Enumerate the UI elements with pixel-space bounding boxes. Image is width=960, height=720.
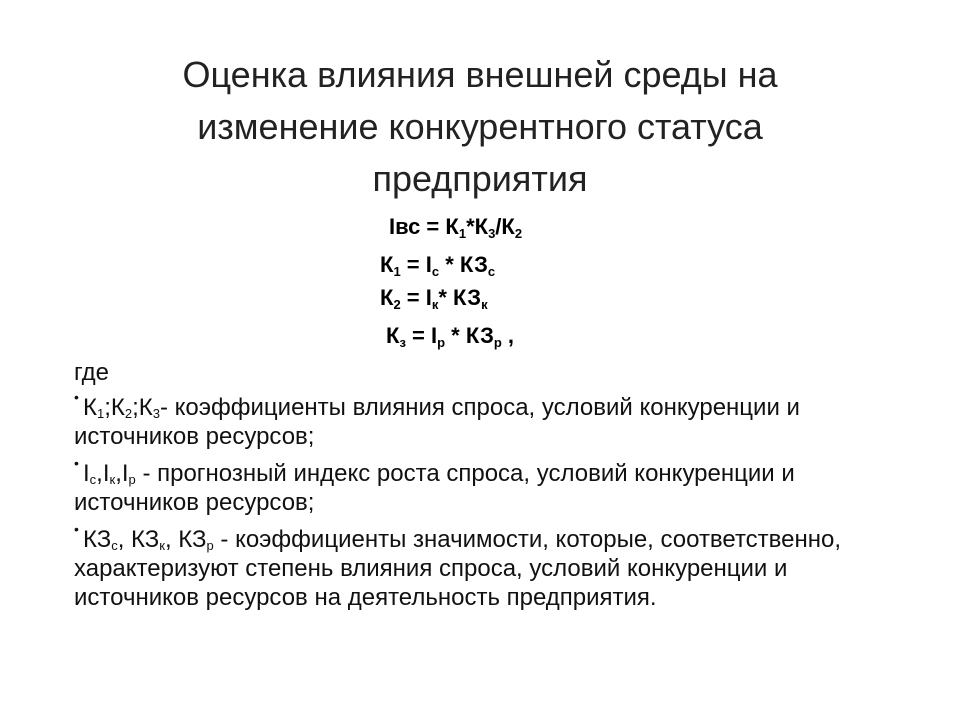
bullet-icon: • bbox=[74, 455, 79, 471]
formula-ivs: Iвс = $К_1*К_3/К_2$ bbox=[389, 214, 523, 241]
slide-title bbox=[110, 49, 850, 205]
bullet-item-significance: • $КЗ_с$, $КЗ_к$, $КЗ_р$ - коэффициенты значимости, которые, соответственно, характеризуют степень влияния спроса, условий конкуренции и источников ресурсов на деятельность предприятия. bbox=[74, 521, 842, 611]
title-line: Оценка влияния внешней среды на bbox=[182, 54, 778, 95]
formula-k3: $К_з = I_р * КЗ_р$ , bbox=[386, 323, 515, 350]
title-line: изменение конкурентного статуса bbox=[197, 106, 763, 147]
bullet-icon: • bbox=[74, 389, 79, 405]
bullet-item-coefficients: • $К_1;К_2;К_3-$ коэффициенты влияния спроса, условий конкуренции и источников ресурсов; bbox=[74, 389, 800, 450]
where-label: где bbox=[74, 359, 110, 386]
formula-k1: $К_1 = I_с * КЗ_с$ bbox=[380, 252, 496, 279]
slide-body bbox=[74, 358, 894, 620]
bullet-item-indices: • $I_с,I_к,I_р$ - прогнозный индекс роста спроса, условий конкуренции и источников ресурсов; bbox=[74, 455, 795, 516]
title-line: предприятия bbox=[372, 158, 588, 199]
formula-k2: $К_2 = I_к*$ $КЗ_к$ bbox=[380, 285, 488, 312]
bullet-icon: • bbox=[74, 521, 79, 537]
